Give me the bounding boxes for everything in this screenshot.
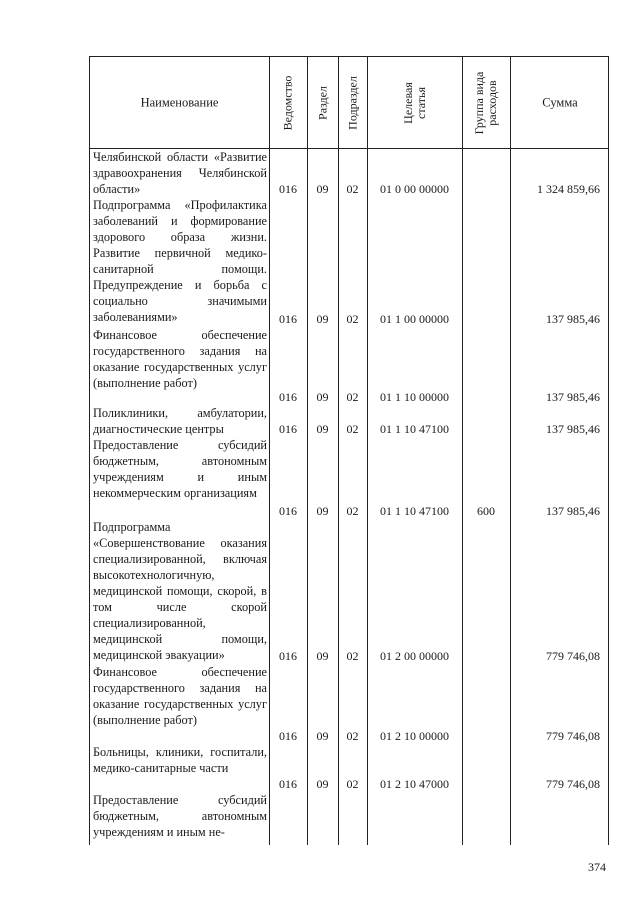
row-podrazdel: 02: [346, 649, 359, 663]
row-razdel: 09: [316, 390, 329, 404]
header-vedomstvo: Ведомство: [280, 75, 295, 130]
row-celevaya: 01 2 00 00000: [380, 649, 449, 663]
row-celevaya: 01 0 00 00000: [380, 182, 449, 196]
row-celevaya: 01 1 00 00000: [380, 312, 449, 326]
header-summa: Сумма: [542, 95, 578, 109]
row-razdel: 09: [316, 422, 329, 436]
row-razdel: 09: [316, 312, 329, 326]
header-gruppa-line2: расходов: [485, 79, 499, 126]
row-celevaya: 01 1 10 00000: [380, 390, 449, 404]
row-celevaya: 01 2 10 47000: [380, 777, 449, 791]
row-podrazdel: 02: [346, 182, 359, 196]
row-podrazdel: 02: [346, 504, 359, 518]
row-name: Финансовое обеспечение государственного задания на оказание государственных услуг (выполнение работ): [93, 328, 267, 390]
header-podrazdel: Подраздел: [345, 75, 359, 130]
header-podrazdel-cell: [338, 57, 367, 148]
col-divider: [338, 57, 339, 845]
row-podrazdel: 02: [346, 729, 359, 743]
header-celevaya: [402, 82, 428, 124]
row-vedomstvo: 016: [279, 182, 297, 196]
row-name: Поликлиники, амбулатории, диагностические центры: [93, 406, 267, 436]
row-podrazdel: 02: [346, 390, 359, 404]
row-vedomstvo: 016: [279, 504, 297, 518]
row-name: Больницы, клиники, госпитали, медико-санитарные части: [93, 745, 267, 775]
row-celevaya: 01 1 10 47100: [380, 422, 449, 436]
row-vedomstvo: 016: [279, 390, 297, 404]
header-razdel-cell: [307, 57, 338, 148]
row-vedomstvo: 016: [279, 729, 297, 743]
row-celevaya: 01 1 10 47100: [380, 504, 449, 518]
page-number: 374: [588, 860, 606, 874]
row-summa: 137 985,46: [546, 422, 600, 436]
header-gruppa: [473, 71, 499, 134]
col-divider: [510, 57, 511, 845]
row-razdel: 09: [316, 182, 329, 196]
row-name: Подпрограмма «Профилактика заболеваний и формирование здорового образа жизни. Развитие первичной медико-санитарной помощи. Предупреждение и борьба с социально значимыми заболеваниями»: [93, 198, 267, 324]
header-celevaya-cell: [367, 57, 462, 148]
header-celevaya-line1: Целевая: [400, 81, 415, 124]
header-razdel: Раздел: [315, 85, 329, 120]
row-summa: 779 746,08: [546, 777, 600, 791]
header-vedomstvo-cell: [269, 57, 307, 148]
budget-table: [89, 56, 609, 845]
row-vedomstvo: 016: [279, 422, 297, 436]
header-celevaya-line2: статья: [413, 86, 428, 119]
row-vedomstvo: 016: [279, 649, 297, 663]
row-summa: 779 746,08: [546, 729, 600, 743]
row-razdel: 09: [316, 729, 329, 743]
header-name-cell: [90, 57, 269, 148]
col-divider: [307, 57, 308, 845]
row-summa: 779 746,08: [546, 649, 600, 663]
row-name: Финансовое обеспечение государственного задания на оказание государственных услуг (выполнение работ): [93, 665, 267, 727]
row-podrazdel: 02: [346, 312, 359, 326]
row-summa: 137 985,46: [546, 390, 600, 404]
row-name: Предоставление субсидий бюджетным, автономным учреждениям и иным не-: [93, 793, 267, 839]
row-name: Подпрограмма «Совершенствование оказания специализированной, включая высокотехнологичную, медицинской помощи, скорой, в том числе скорой специализированной, медицинской помощи, медицинской эвакуации»: [93, 520, 267, 662]
header-gruppa-cell: [462, 57, 510, 148]
row-gruppa: 600: [477, 504, 495, 518]
col-divider: [367, 57, 368, 845]
row-summa: 1 324 859,66: [537, 182, 600, 196]
row-podrazdel: 02: [346, 422, 359, 436]
row-razdel: 09: [316, 777, 329, 791]
row-razdel: 09: [316, 504, 329, 518]
row-podrazdel: 02: [346, 777, 359, 791]
row-vedomstvo: 016: [279, 312, 297, 326]
row-name: Предоставление субсидий бюджетным, автономным учреждениям и иным некоммерческим организациям: [93, 438, 267, 500]
row-razdel: 09: [316, 649, 329, 663]
row-name: Челябинской области «Развитие здравоохранения Челябинской области»: [93, 150, 267, 196]
header-name: Наименование: [140, 95, 219, 109]
header-gruppa-line1: Группа вида: [472, 71, 486, 134]
col-divider: [269, 57, 270, 845]
col-divider: [462, 57, 463, 845]
header-summa-cell: [510, 57, 610, 148]
row-summa: 137 985,46: [546, 504, 600, 518]
row-summa: 137 985,46: [546, 312, 600, 326]
row-vedomstvo: 016: [279, 777, 297, 791]
row-celevaya: 01 2 10 00000: [380, 729, 449, 743]
